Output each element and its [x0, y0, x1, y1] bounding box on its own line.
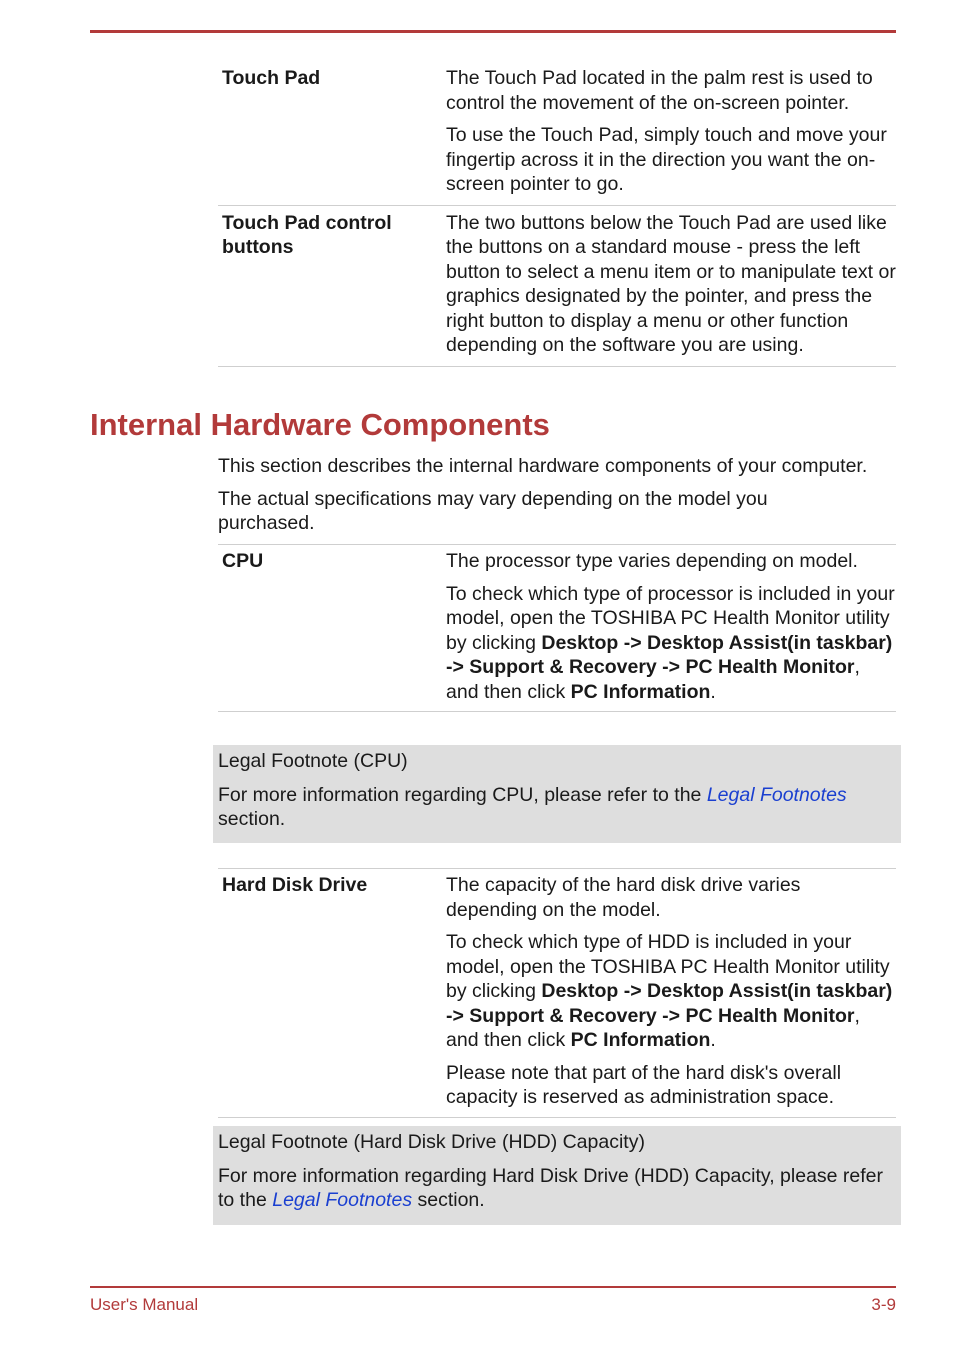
menu-path: Desktop -> Desktop Assist(in taskbar) -> Support & Recovery -> PC Health Monitor — [446, 631, 893, 678]
paragraph: The capacity of the hard disk drive varies depending on the model. — [446, 874, 801, 921]
text: . — [710, 680, 716, 703]
paragraph: The actual specifications may vary depending on the model you purchased. — [218, 487, 768, 534]
paragraph — [446, 582, 896, 705]
description — [446, 66, 896, 197]
hdd-table — [218, 868, 896, 1118]
text: section. — [412, 1189, 485, 1211]
table-row — [218, 66, 896, 206]
paragraph: The two buttons below the Touch Pad are used like the buttons on a standard mouse - press the left button to select a menu item or to manipulate text or graphics designated by the pointer, and press the right button to display a menu or other function depending on the software you are using. — [446, 211, 896, 356]
text: . — [710, 1029, 716, 1051]
paragraph — [446, 930, 896, 1053]
touch-pad-table — [218, 66, 896, 367]
term-cpu: CPU — [222, 550, 264, 572]
legal-footnote-cpu — [213, 745, 901, 843]
legal-footnote-hdd — [213, 1126, 901, 1225]
paragraph: This section describes the internal hardware components of your computer. — [218, 455, 868, 477]
description — [446, 211, 896, 358]
section-title: Internal Hardware Components — [90, 407, 550, 442]
text: , and then click — [446, 656, 860, 703]
table-row — [218, 206, 896, 367]
note-title: Legal Footnote (CPU) — [218, 750, 408, 772]
header-rule — [90, 30, 896, 33]
text: For more information regarding Hard Disk Drive (HDD) Capacity, please refer to the — [218, 1164, 884, 1211]
paragraph: To use the Touch Pad, simply touch and move your fingertip across it in the direction you want the on-screen pointer to go. — [446, 124, 887, 195]
paragraph: Please note that part of the hard disk's overall capacity is reserved as administration space. — [446, 1061, 842, 1108]
description — [446, 873, 896, 1110]
note-text — [218, 1164, 896, 1213]
menu-item: PC Information — [570, 1029, 711, 1051]
section-intro — [218, 454, 908, 544]
menu-item: PC Information — [570, 680, 711, 703]
table-row — [218, 868, 896, 1118]
legal-footnotes-link[interactable]: Legal Footnotes — [272, 1189, 413, 1211]
text: , and then click — [446, 1004, 860, 1051]
text: To check which type of HDD is included in your model, open the TOSHIBA PC Health Monitor utility by clicking — [446, 931, 890, 1002]
text: For more information regarding CPU, please refer to the — [218, 783, 707, 806]
term-touch-pad-buttons: Touch Pad control buttons — [222, 211, 392, 258]
menu-path: Desktop -> Desktop Assist(in taskbar) -> Support & Recovery -> PC Health Monitor — [446, 980, 893, 1027]
paragraph: The processor type varies depending on model. — [446, 550, 858, 572]
table-row — [218, 544, 896, 712]
note-title: Legal Footnote (Hard Disk Drive (HDD) Capacity) — [218, 1131, 645, 1153]
term-hard-disk-drive: Hard Disk Drive — [222, 874, 368, 896]
text: section. — [218, 808, 286, 830]
legal-footnotes-link[interactable]: Legal Footnotes — [706, 783, 847, 806]
page-number: 3-9 — [871, 1295, 896, 1314]
description — [446, 549, 896, 704]
footer-rule — [90, 1286, 896, 1288]
footer-manual-title: User's Manual — [90, 1295, 199, 1314]
term-touch-pad: Touch Pad — [222, 67, 321, 89]
text: To check which type of processor is included in your model, open the TOSHIBA PC Health Monitor utility by clicking — [446, 582, 895, 654]
cpu-table — [218, 544, 896, 712]
note-text — [218, 783, 896, 832]
paragraph: The Touch Pad located in the palm rest is used to control the movement of the on-screen pointer. — [446, 67, 873, 114]
